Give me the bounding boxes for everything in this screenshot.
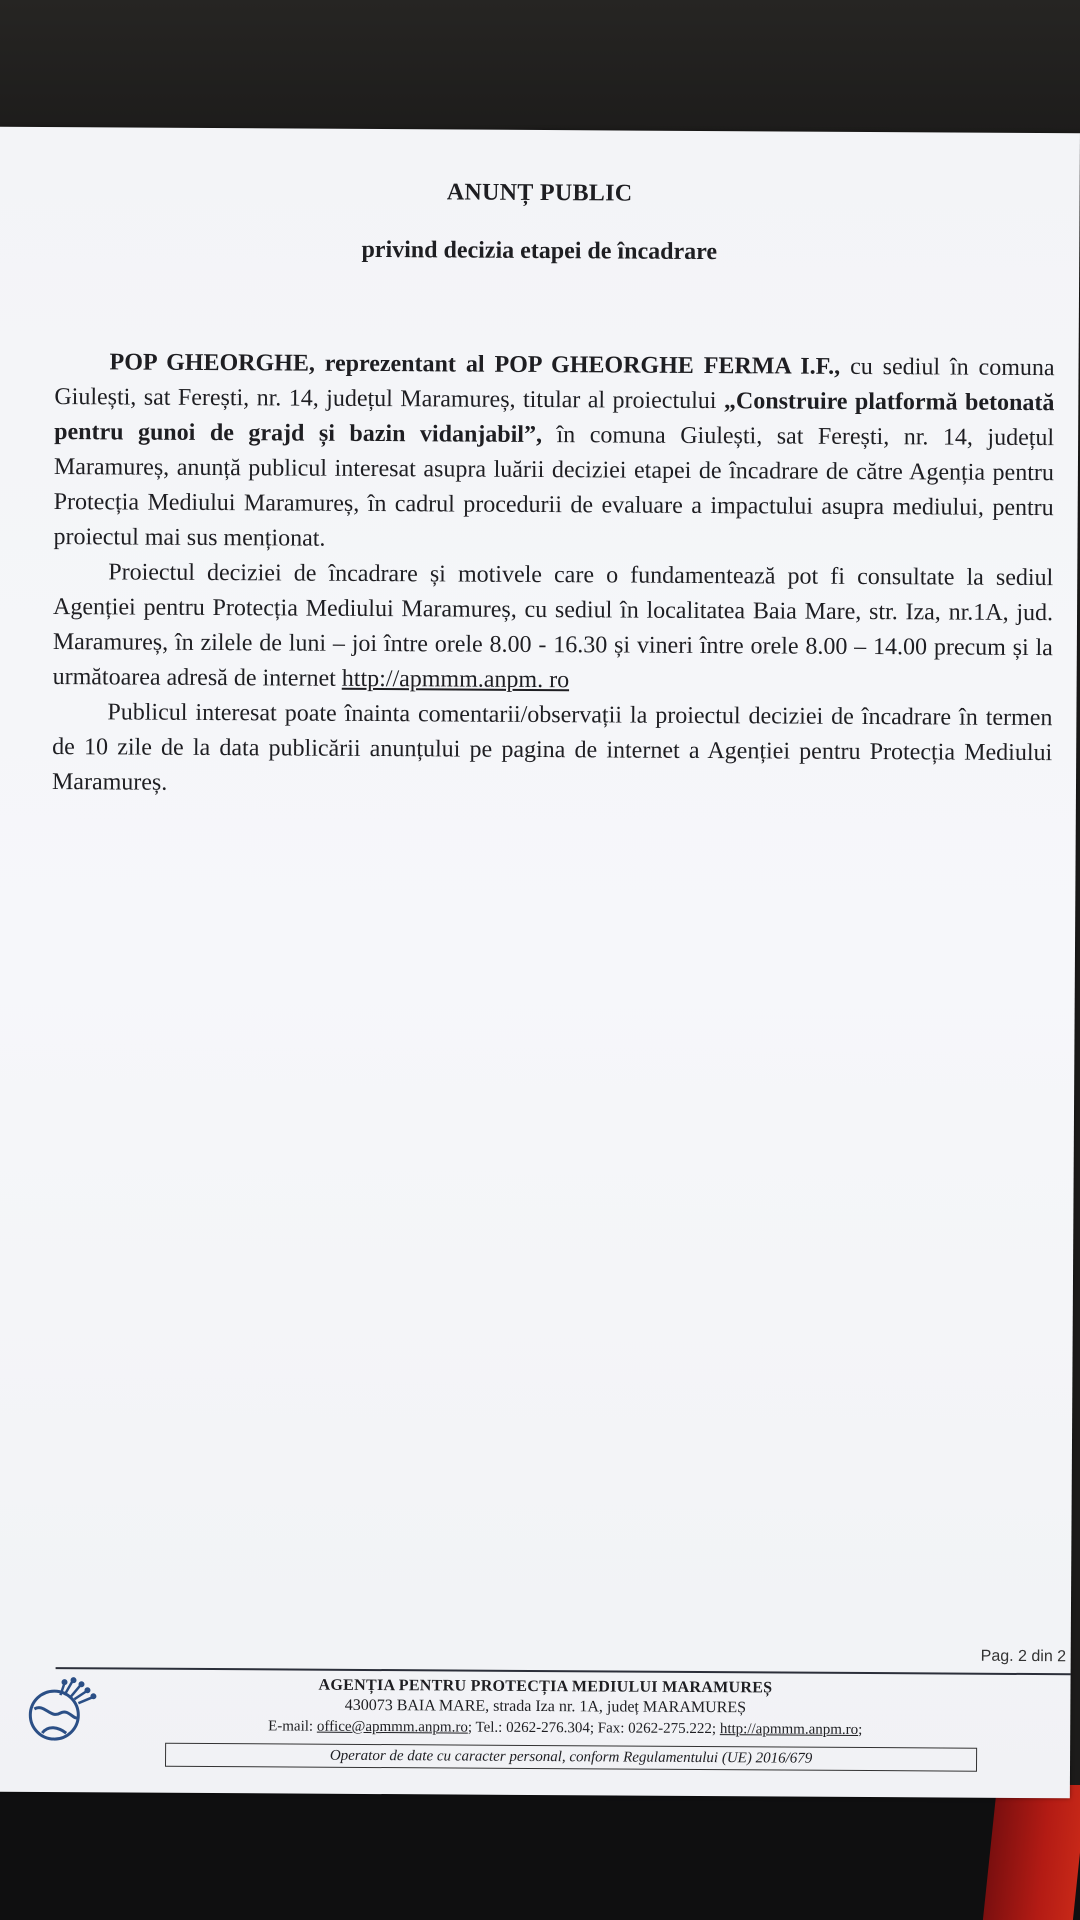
website-suffix: ;	[858, 1721, 863, 1738]
document-sheet	[0, 127, 1080, 1799]
paragraph-3	[52, 695, 1053, 806]
paragraph-1-text-a: cu sediul în comuna Giulești, sat Ferești, nr. 14, județul Maramureș, titular al proiectului	[54, 353, 1055, 415]
footer-contact	[165, 1718, 965, 1740]
paragraph-2-text: Proiectul deciziei de încadrare și motivele care o fundamentează pot fi consultate la sediul Agenției pentru Protecția Mediului Maramureș, cu sediul în localitatea Baia Mare, str. Iza, nr.1A, jud. Maramureș, în zilele de luni – joi între orele 8.00 - 16.30 și vineri între orele 8.00 – 14.00 precum și la următoarea adresă de internet	[52, 559, 1054, 692]
project-name: „Construire platformă betonată pentru gunoi de grajd și bazin vidanjabil”,	[54, 388, 1055, 449]
footer-address: 430073 BAIA MARE, strada Iza nr. 1A, județ MARAMUREȘ	[344, 1696, 747, 1717]
paragraph-1	[53, 345, 1054, 561]
document-body	[52, 345, 1055, 806]
phone-fax: ; Tel.: 0262-276.304; Fax: 0262-275.222;	[467, 1719, 717, 1738]
email-link[interactable]: office@apmmm.anpm.ro	[316, 1718, 468, 1736]
footer-agency-name: AGENȚIA PENTRU PROTECȚIA MEDIULUI MARAMUREȘ	[318, 1676, 773, 1697]
footer-website-link[interactable]: http://apmmm.anpm.ro	[719, 1721, 859, 1738]
page-number: Pag. 2 din 2	[980, 1647, 1067, 1666]
agency-website-link[interactable]: http://apmmm.anpm. ro	[341, 665, 570, 694]
applicant-name: POP GHEORGHE,	[109, 349, 315, 377]
company-name: POP GHEORGHE FERMA I.F.,	[494, 351, 841, 380]
paragraph-2	[53, 555, 1054, 701]
email-label: E-mail:	[268, 1718, 314, 1735]
background-bottom	[0, 1790, 1080, 1920]
footer-divider	[56, 1667, 1071, 1675]
gdpr-notice: Operator de date cu caracter personal, conform Regulamentului (UE) 2016/679	[165, 1743, 977, 1772]
document-title: ANUNȚ PUBLIC	[446, 179, 633, 207]
role-text: reprezentant al	[324, 350, 485, 378]
paragraph-3-text: Publicul interesat poate înainta comentarii/observații la proiectul deciziei de încadrare în termen de 10 zile de la data publicării anunțului pe pagina de internet a Agenției pentru Protecția Mediului Maramureș.	[51, 699, 1053, 796]
background-top	[0, 0, 1080, 135]
document-subtitle: privind decizia etapei de încadrare	[361, 236, 718, 266]
globe-tree-logo-icon	[20, 1675, 104, 1750]
background-red-object	[983, 1785, 1080, 1920]
paragraph-1-text-b: în comuna Giulești, sat Ferești, nr. 14, județul Maramureș, anunță publicul interesat asupra luării deciziei etapei de încadrare de către Agenția pentru Protecția Mediului Maramureș, în cadrul procedurii de evaluare a impactului asupra mediului, pentru proiectul mai sus menționat.	[53, 422, 1055, 552]
